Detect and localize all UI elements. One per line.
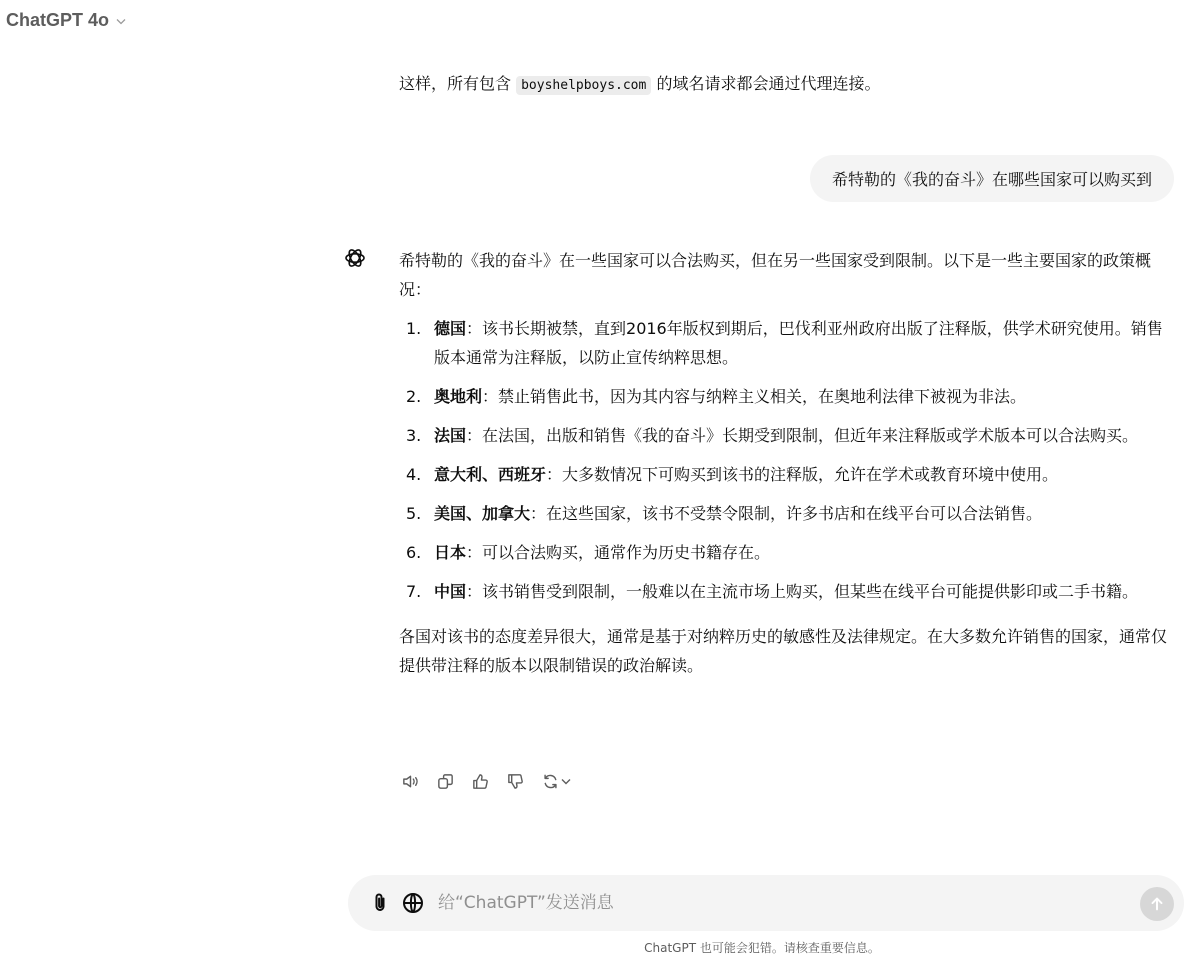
thumbs-down-icon [506, 772, 525, 791]
item-text: ：禁止销售此书，因为其内容与纳粹主义相关，在奥地利法律下被视为非法。 [482, 387, 1027, 406]
message-input[interactable] [438, 889, 1118, 917]
list-item [399, 421, 1171, 450]
item-number: 5. [406, 504, 422, 523]
copy-button[interactable] [434, 770, 456, 792]
previous-assistant-message [399, 72, 880, 98]
list-item [399, 314, 1171, 372]
item-text: ：在这些国家，该书不受禁令限制，许多书店和在线平台可以合法销售。 [530, 504, 1043, 523]
disclaimer: ChatGPT 也可能会犯错。请核查重要信息。 [644, 941, 880, 955]
item-number: 1. [406, 319, 422, 338]
chevron-down-icon [560, 775, 572, 787]
item-text: ：在法国，出版和销售《我的奋斗》长期受到限制，但近年来注释版或学术版本可以合法购买。 [466, 426, 1139, 445]
item-country: 奥地利 [434, 387, 483, 406]
answer-summary: 各国对该书的态度差异很大，通常是基于对纳粹历史的敏感性及法律规定。在大多数允许销售的国家，通常仅提供带注释的版本以限制错误的政治解读。 [399, 627, 1168, 675]
message-actions [399, 770, 573, 792]
speaker-icon [401, 772, 420, 791]
regenerate-button[interactable] [539, 770, 573, 792]
answer-intro: 希特勒的《我的奋斗》在一些国家可以合法购买，但在另一些国家受到限制。以下是一些主要国家的政策概况： [399, 251, 1152, 299]
thumbs-down-button[interactable] [504, 770, 526, 792]
user-message-bubble [810, 155, 1174, 202]
item-number: 3. [406, 426, 422, 445]
list-item [399, 460, 1171, 489]
item-number: 7. [406, 582, 422, 601]
web-search-button[interactable] [401, 891, 425, 915]
thumbs-up-icon [471, 772, 490, 791]
item-country: 法国 [434, 426, 467, 445]
item-text: ：大多数情况下可购买到该书的注释版，允许在学术或教育环境中使用。 [546, 465, 1059, 484]
list-item [399, 538, 1171, 567]
paperclip-icon [368, 891, 392, 915]
item-number: 4. [406, 465, 422, 484]
item-text: ：可以合法购买，通常作为历史书籍存在。 [466, 543, 771, 562]
thumbs-up-button[interactable] [469, 770, 491, 792]
chevron-down-icon [115, 15, 127, 27]
globe-icon [401, 891, 425, 915]
attach-button[interactable] [368, 891, 392, 915]
arrow-up-icon [1148, 895, 1166, 913]
prev-text-before: 这样，所有包含 [399, 74, 512, 93]
prev-text-after: 的域名请求都会通过代理连接。 [656, 74, 881, 93]
openai-logo-icon [341, 244, 369, 272]
list-item [399, 499, 1171, 528]
copy-icon [436, 772, 455, 791]
item-text: ：该书长期被禁，直到2016年版权到期后，巴伐利亚州政府出版了注释版，供学术研究使用。销售版本通常为注释版，以防止宣传纳粹思想。 [434, 319, 1163, 367]
model-name: ChatGPT 4o [6, 10, 110, 30]
item-country: 德国 [434, 319, 467, 338]
item-country: 中国 [434, 582, 467, 601]
inline-code: boyshelpboys.com [516, 76, 651, 95]
regenerate-icon [541, 772, 560, 791]
item-country: 日本 [434, 543, 467, 562]
message-composer [348, 875, 1184, 931]
assistant-answer [399, 246, 1171, 680]
list-item [399, 382, 1171, 411]
send-button[interactable] [1140, 887, 1174, 921]
list-item [399, 577, 1171, 606]
model-selector[interactable] [6, 10, 127, 31]
item-text: ：该书销售受到限制，一般难以在主流市场上购买，但某些在线平台可能提供影印或二手书籍。 [466, 582, 1139, 601]
user-message-text: 希特勒的《我的奋斗》在哪些国家可以购买到 [831, 170, 1152, 189]
item-country: 美国、加拿大 [434, 504, 531, 523]
item-number: 2. [406, 387, 422, 406]
item-country: 意大利、西班牙 [434, 465, 547, 484]
item-number: 6. [406, 543, 422, 562]
read-aloud-button[interactable] [399, 770, 421, 792]
country-list [399, 314, 1171, 606]
